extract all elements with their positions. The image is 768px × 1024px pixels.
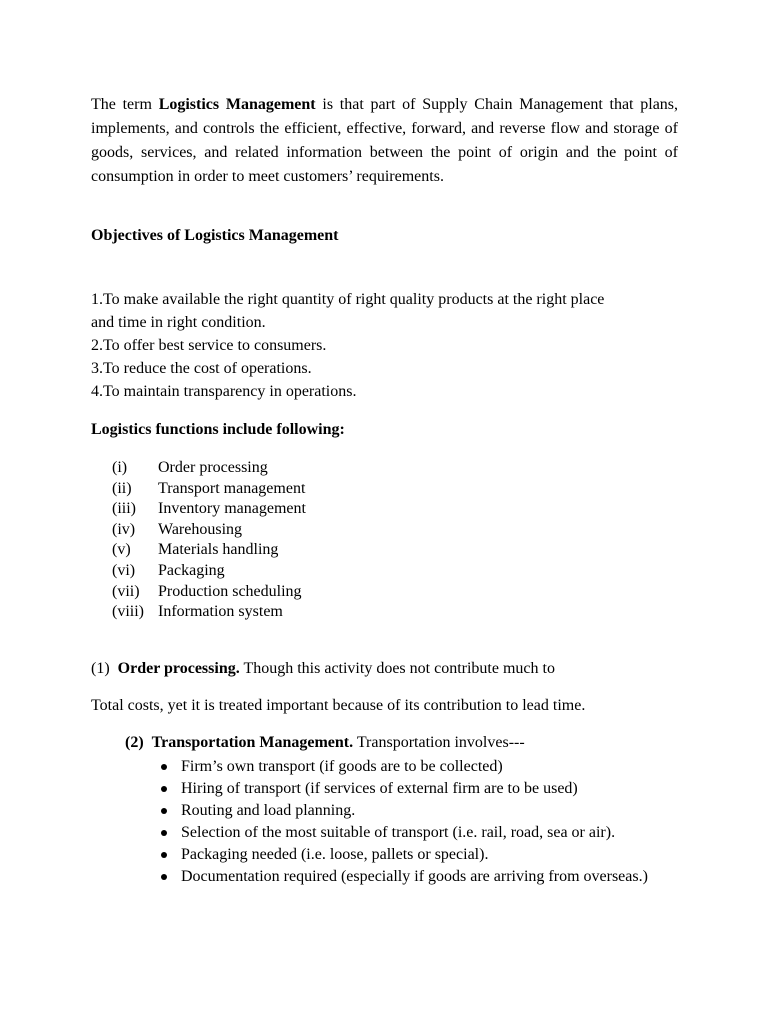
list-item-label: Transport management: [158, 479, 306, 497]
list-item: [112, 540, 306, 561]
order-processing-number: (1): [91, 660, 110, 677]
list-item-label: Materials handling: [158, 541, 279, 559]
list-item: [160, 778, 680, 800]
list-item: [112, 582, 306, 603]
list-item-number: (iv): [112, 520, 136, 538]
list-item-number: (v): [112, 541, 131, 559]
objectives-list: [91, 288, 678, 403]
transportation-heading: [125, 734, 525, 752]
list-item-label: Warehousing: [158, 520, 243, 538]
list-item: [112, 520, 306, 541]
list-item-number: (vi): [112, 561, 136, 579]
transportation-text: Transportation involves---: [353, 734, 525, 751]
bullet-icon: [160, 866, 181, 888]
transportation-bullets: [160, 756, 680, 888]
bullet-text: Selection of the most suitable of transport (i.e. rail, road, sea or air).: [181, 824, 616, 841]
bullet-text: Hiring of transport (if services of external firm are to be used): [181, 780, 578, 797]
order-processing-paragraph: [91, 660, 678, 678]
list-item: [160, 844, 680, 866]
objective-line: 3.To reduce the cost of operations.: [91, 360, 312, 377]
intro-term: Logistics Management: [158, 96, 316, 113]
intro-the-term: The term: [91, 96, 152, 113]
objective-line: 2.To offer best service to consumers.: [91, 337, 327, 354]
transportation-number: (2): [125, 734, 144, 751]
intro-paragraph: [91, 93, 678, 189]
list-item: [160, 822, 680, 844]
list-item: [112, 602, 306, 623]
list-item: [112, 499, 306, 520]
objective-line: 1.To make available the right quantity of right quality products at the right place: [91, 291, 605, 308]
list-item: [160, 866, 680, 888]
order-processing-continuation: Total costs, yet it is treated important because of its contribution to lead time.: [91, 697, 586, 714]
bullet-icon: [160, 778, 181, 800]
list-item-number: (iii): [112, 500, 136, 518]
order-processing-title: Order processing.: [117, 660, 240, 677]
intro-rest: is that part of Supply Chain Management that plans, implements, and controls the efficient, effective, forward, and reverse flow and storage of goods, services, and related information between the point of origin and the point of consumption in order to meet customers’ requirements.: [91, 96, 679, 185]
bullet-icon: [160, 800, 181, 822]
bullet-icon: [160, 844, 181, 866]
bullet-icon: [160, 822, 181, 844]
bullet-text: Documentation required (especially if goods are arriving from overseas.): [181, 868, 648, 885]
list-item: [112, 561, 306, 582]
objective-line: 4.To maintain transparency in operations.: [91, 383, 357, 400]
objective-line: and time in right condition.: [91, 314, 266, 331]
list-item: [112, 479, 306, 500]
transportation-title: Transportation Management.: [151, 734, 354, 751]
list-item: [160, 800, 680, 822]
functions-heading: Logistics functions include following:: [91, 421, 345, 438]
list-item-number: (i): [112, 459, 128, 476]
objectives-heading: Objectives of Logistics Management: [91, 227, 339, 244]
list-item-label: Order processing: [158, 459, 268, 476]
order-processing-text: Though this activity does not contribute much to: [239, 660, 555, 677]
bullet-text: Firm’s own transport (if goods are to be collected): [181, 758, 503, 775]
list-item-label: Packaging: [158, 561, 225, 579]
list-item: [160, 756, 680, 778]
list-item-label: Information system: [158, 603, 283, 621]
list-item: [112, 458, 306, 479]
bullet-text: Routing and load planning.: [181, 802, 356, 819]
functions-list: [112, 458, 306, 623]
list-item-label: Production scheduling: [158, 582, 302, 600]
bullet-icon: [160, 756, 181, 778]
bullet-text: Packaging needed (i.e. loose, pallets or special).: [181, 846, 489, 863]
list-item-number: (ii): [112, 479, 132, 497]
list-item-label: Inventory management: [158, 500, 306, 518]
list-item-number: (viii): [112, 603, 144, 621]
list-item-number: (vii): [112, 582, 140, 600]
